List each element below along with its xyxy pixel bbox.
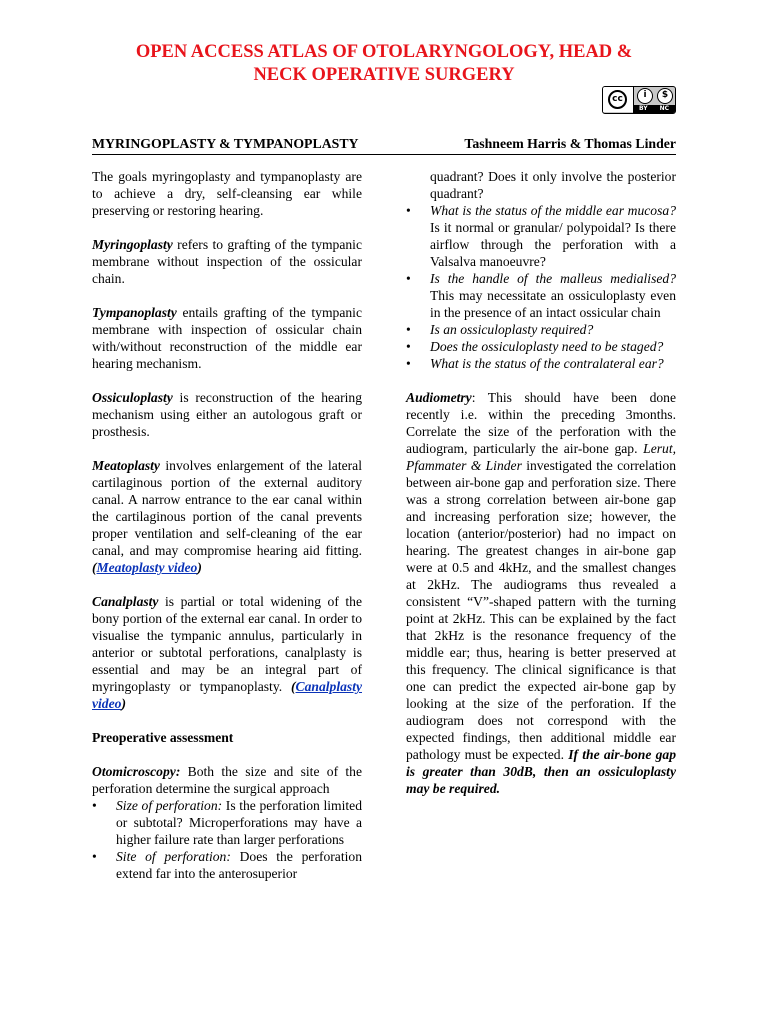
bullet-continuation: quadrant? Does it only involve the posterior quadrant?	[430, 169, 676, 201]
license-nc-label: NC	[659, 105, 669, 112]
noncommercial-icon: $	[657, 88, 673, 104]
meatoplasty-video-link[interactable]: Meatoplasty video	[96, 560, 198, 575]
ossiculoplasty-paragraph: Ossiculoplasty is reconstruction of the hearing mechanism using either an autologous graft or prosthesis.	[92, 390, 362, 439]
list-item: • What is the status of the contralateral ear?	[406, 355, 676, 372]
list-item: • Does the ossiculoplasty need to be staged?	[406, 338, 676, 355]
left-column	[92, 168, 362, 882]
list-item: • Is the handle of the malleus medialised? This may necessitate an ossiculoplasty even in the presence of an intact ossicular chain	[406, 270, 676, 321]
assessment-bullet-list	[406, 202, 676, 372]
header-divider	[92, 154, 676, 155]
myringoplasty-paragraph: Myringoplasty refers to grafting of the tympanic membrane without inspection of the ossicular chain.	[92, 237, 362, 286]
cc-logo-icon: cc	[608, 90, 627, 109]
chapter-title: MYRINGOPLASTY & TYMPANOPLASTY	[92, 136, 359, 151]
preoperative-assessment-heading: Preoperative assessment	[92, 730, 234, 745]
atlas-title-line-1: OPEN ACCESS ATLAS OF OTOLARYNGOLOGY, HEAD &	[135, 42, 633, 62]
intro-paragraph: The goals myringoplasty and tympanoplasty are to achieve a dry, self-cleansing ear while preserving or restoring hearing.	[92, 169, 362, 218]
audiometry-paragraph: Audiometry: This should have been done recently i.e. within the preceding 3months. Correlate the size of the perforation with the audiogram, particularly the air-bone gap. Lerut, Pfammater & Linder investigated the correlation between air-bone gap and perforation size. There was a strong correlation between air-bone gap and increasing perforation size; however, the location (anterior/posterior) had no impact on hearing. The greatest changes in air-bone gap were at 0.5 and 4kHz, and the smallest changes at 2kHz. The audiograms thus revealed a consistent “V”-shaped pattern with the turning point at 2kHz. This can be explained by the fact that 2kHz is the resonance frequency of the middle ear; thus, hearing is better preserved at this frequency. The clinical significance is that one can predict the expected air-bone gap by looking at the size of the perforation. If the audiogram does not correspond with the expected findings, then additional middle ear pathology must be expected. If the air-bone gap is greater than 30dB, then an ossiculoplasty may be required.	[406, 390, 676, 796]
list-item: • Site of perforation: Does the perforation extend far into the anterosuperior	[92, 848, 362, 882]
list-item: • What is the status of the middle ear mucosa? Is it normal or granular/ polypoidal? Is there airflow through the perforation with a Valsalva manoeuvre?	[406, 202, 676, 270]
license-by-label: BY	[638, 105, 648, 112]
otomicroscopy-paragraph: Otomicroscopy: Both the size and site of the perforation determine the surgical approach	[92, 764, 362, 796]
canalplasty-video-link[interactable]: Canalplasty video	[92, 679, 362, 711]
meatoplasty-paragraph: Meatoplasty involves enlargement of the lateral cartilaginous portion of the external auditory canal. A narrow entrance to the ear canal within the cartilaginous portion of the canal prevents proper ventilation and self-cleaning of the ear canal, and may compromise hearing aid fitting. (Meatoplasty video)	[92, 458, 362, 575]
attribution-person-icon: i	[637, 88, 653, 104]
creative-commons-license-badge[interactable]	[602, 86, 676, 114]
otomicroscopy-bullet-list	[92, 797, 362, 882]
chapter-authors: Tashneem Harris & Thomas Linder	[464, 136, 676, 151]
list-item: • Is an ossiculoplasty required?	[406, 321, 676, 338]
right-column	[406, 168, 676, 814]
tympanoplasty-paragraph: Tympanoplasty entails grafting of the tympanic membrane with inspection of ossicular chain with/without reconstruction of the middle ear hearing mechanism.	[92, 305, 362, 371]
canalplasty-paragraph: Canalplasty is partial or total widening of the bony portion of the external ear canal. In order to visualise the tympanic annulus, particularly in anterior or subtotal perforations, canalplasty is essential and may be an integral part of myringoplasty or tympanoplasty. (Canalplasty video)	[92, 594, 362, 711]
atlas-title	[60, 41, 708, 87]
atlas-title-line-2: NECK OPERATIVE SURGERY	[253, 65, 515, 85]
list-item: • Size of perforation: Is the perforation limited or subtotal? Microperforations may have a higher failure rate than larger perforations	[92, 797, 362, 848]
